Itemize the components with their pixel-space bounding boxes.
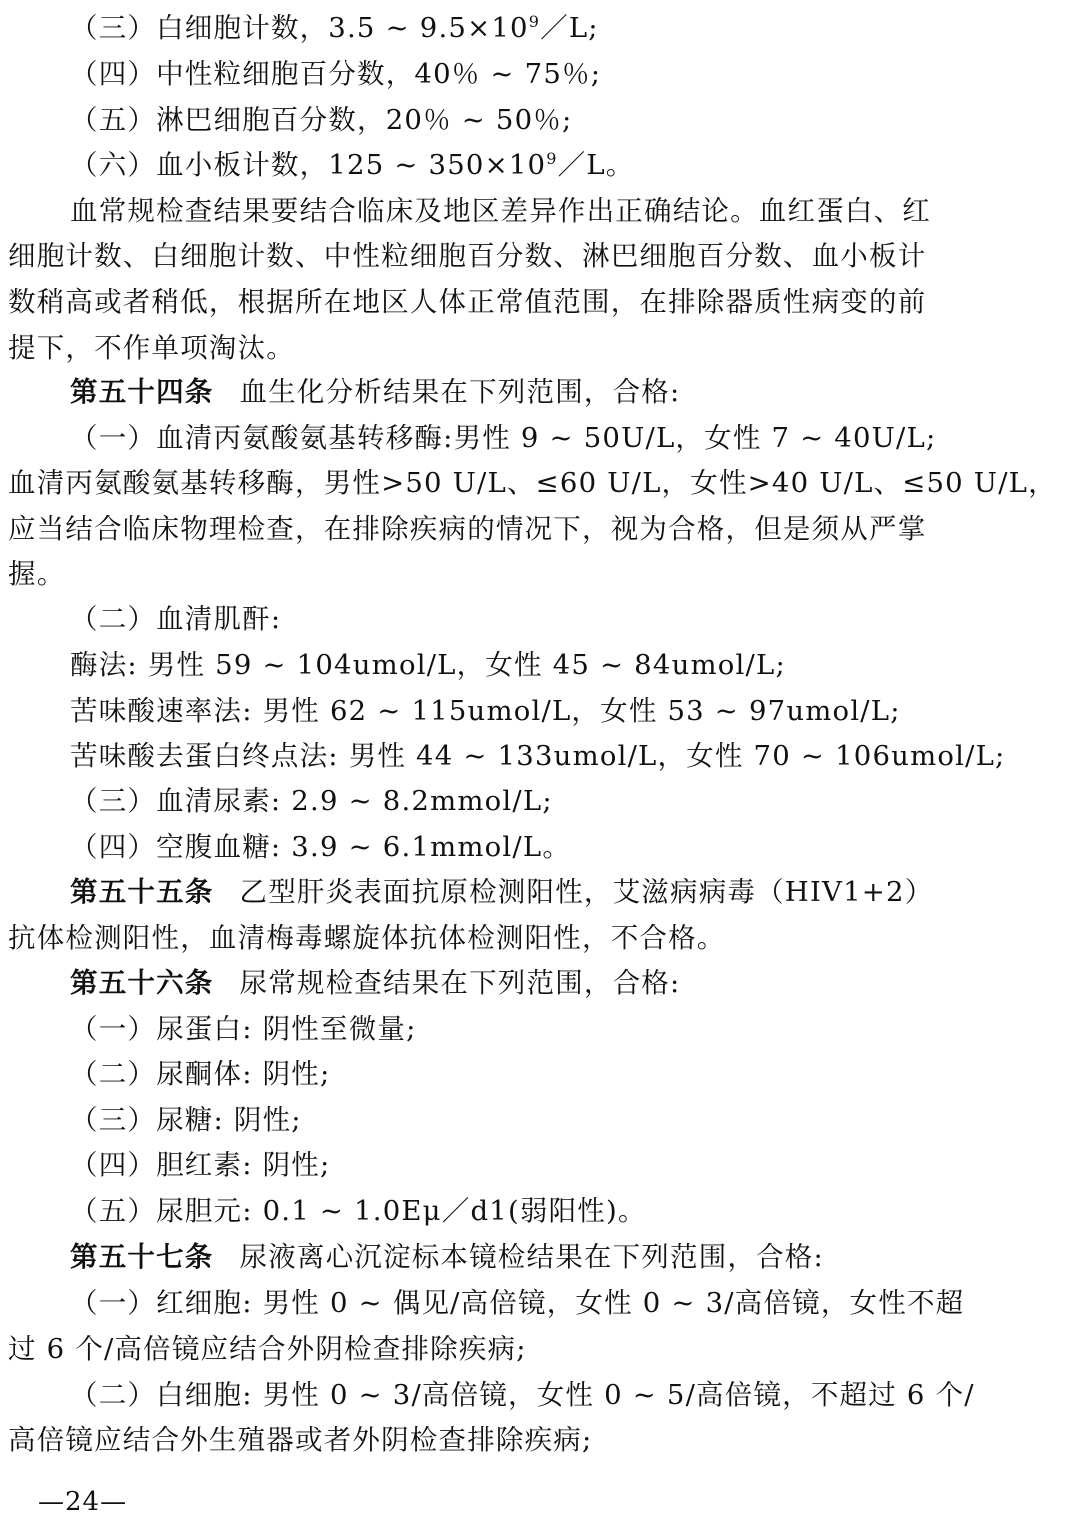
line-text: （二）白细胞: 男性 0 ~ 3/高倍镜，女性 0 ~ 5/高倍镜，不超过 6 个/ [70, 1379, 975, 1411]
line-text: 提下，不作单项淘汰。 [8, 332, 295, 364]
text-line [70, 597, 1070, 641]
text-line [70, 1052, 1070, 1096]
text-line [70, 643, 1070, 687]
text-line [70, 779, 1070, 823]
line-text: 过 6 个/高倍镜应结合外阴检查排除疾病; [8, 1333, 527, 1365]
line-text: （三）血清尿素: 2.9 ~ 8.2mmol/L; [70, 785, 553, 817]
article-title: 第五十七条 [70, 1241, 214, 1273]
line-text: （四）中性粒细胞百分数，40％ ~ 75％; [70, 58, 602, 90]
line-text: 细胞计数、白细胞计数、中性粒细胞百分数、淋巴细胞百分数、血小板计 [8, 240, 927, 272]
line-text: 应当结合临床物理检查，在排除疾病的情况下，视为合格，但是须从严掌 [8, 513, 927, 545]
line-text: 抗体检测阳性，血清梅毒螺旋体抗体检测阳性，不合格。 [8, 922, 726, 954]
exponent: 9 [528, 11, 541, 31]
line-text: 苦味酸速率法: 男性 62 ~ 115umol/L，女性 53 ~ 97umol/L; [70, 695, 901, 727]
text-line [70, 1189, 1070, 1233]
line-text: 高倍镜应结合外生殖器或者外阴检查排除疾病; [8, 1424, 593, 1456]
unit-text: ／L; [540, 12, 599, 44]
line-text: （六）血小板计数，125 ~ 350×10 [70, 149, 547, 181]
text-line [70, 825, 1070, 869]
text-line [8, 507, 1068, 551]
text-line [70, 1143, 1070, 1187]
text-line [70, 143, 1070, 187]
line-text: （五）尿胆元: 0.1 ~ 1.0Eμ／d1(弱阳性)。 [70, 1195, 647, 1227]
text-line [70, 52, 1070, 96]
text-line [70, 416, 1070, 460]
text-line [70, 689, 1070, 733]
text-line [70, 1098, 1070, 1142]
text-line [8, 1418, 1068, 1462]
line-text: （三）尿糖: 阴性; [70, 1104, 302, 1136]
line-text: 数稍高或者稍低，根据所在地区人体正常值范围，在排除器质性病变的前 [8, 286, 927, 318]
line-text: （三）白细胞计数，3.5 ~ 9.5×10 [70, 12, 529, 44]
line-text: 血生化分析结果在下列范围，合格: [239, 376, 681, 408]
text-line [70, 189, 1070, 233]
article-title: 第五十四条 [70, 376, 214, 408]
text-line [8, 552, 1068, 596]
line-text: 尿常规检查结果在下列范围，合格: [239, 967, 681, 999]
line-text: （四）胆红素: 阴性; [70, 1149, 331, 1181]
text-line [8, 1327, 1068, 1371]
article-title: 第五十六条 [70, 967, 214, 999]
text-line [8, 461, 1068, 505]
line-text: 血清丙氨酸氨基转移酶，男性>50 U/L、≤60 U/L，女性>40 U/L、≤50 U/L， [8, 467, 1057, 499]
text-line [8, 326, 1068, 370]
line-text: 苦味酸去蛋白终点法: 男性 44 ~ 133umol/L，女性 70 ~ 106umol/L; [70, 740, 1006, 772]
unit-text: ／L。 [557, 149, 635, 181]
article-line [70, 961, 1070, 1005]
line-text: （二）血清肌酐: [70, 603, 282, 635]
line-text: 血常规检查结果要结合临床及地区差异作出正确结论。血红蛋白、红 [70, 195, 931, 227]
line-text: （一）尿蛋白: 阴性至微量; [70, 1013, 417, 1045]
line-text: 尿液离心沉淀标本镜检结果在下列范围，合格: [239, 1241, 824, 1273]
line-text: 握。 [8, 558, 66, 590]
exponent: 9 [546, 148, 558, 168]
article-title: 第五十五条 [70, 876, 214, 908]
line-text: （二）尿酮体: 阴性; [70, 1058, 331, 1090]
text-line [8, 916, 1068, 960]
text-line [70, 1007, 1070, 1051]
line-text: 酶法: 男性 59 ~ 104umol/L，女性 45 ~ 84umol/L; [70, 649, 786, 681]
text-line [70, 734, 1070, 778]
line-text: （四）空腹血糖: 3.9 ~ 6.1mmol/L。 [70, 831, 572, 863]
article-line [70, 1235, 1070, 1279]
text-line [70, 1281, 1070, 1325]
page-number: —24— [38, 1487, 128, 1517]
line-text: （一）红细胞: 男性 0 ~ 偶见/高倍镜，女性 0 ~ 3/高倍镜，女性不超 [70, 1287, 965, 1319]
text-line [8, 234, 1068, 278]
line-text: （一）血清丙氨酸氨基转移酶:男性 9 ~ 50U/L，女性 7 ~ 40U/L; [70, 422, 937, 454]
line-text: （五）淋巴细胞百分数，20％ ~ 50％; [70, 104, 573, 136]
text-line [8, 280, 1068, 324]
text-line [70, 1373, 1070, 1417]
text-line [70, 6, 1070, 50]
article-line [70, 370, 1070, 414]
text-line [70, 98, 1070, 142]
article-line [70, 870, 1070, 914]
line-text: 乙型肝炎表面抗原检测阳性，艾滋病病毒（HIV1+2） [239, 876, 934, 908]
